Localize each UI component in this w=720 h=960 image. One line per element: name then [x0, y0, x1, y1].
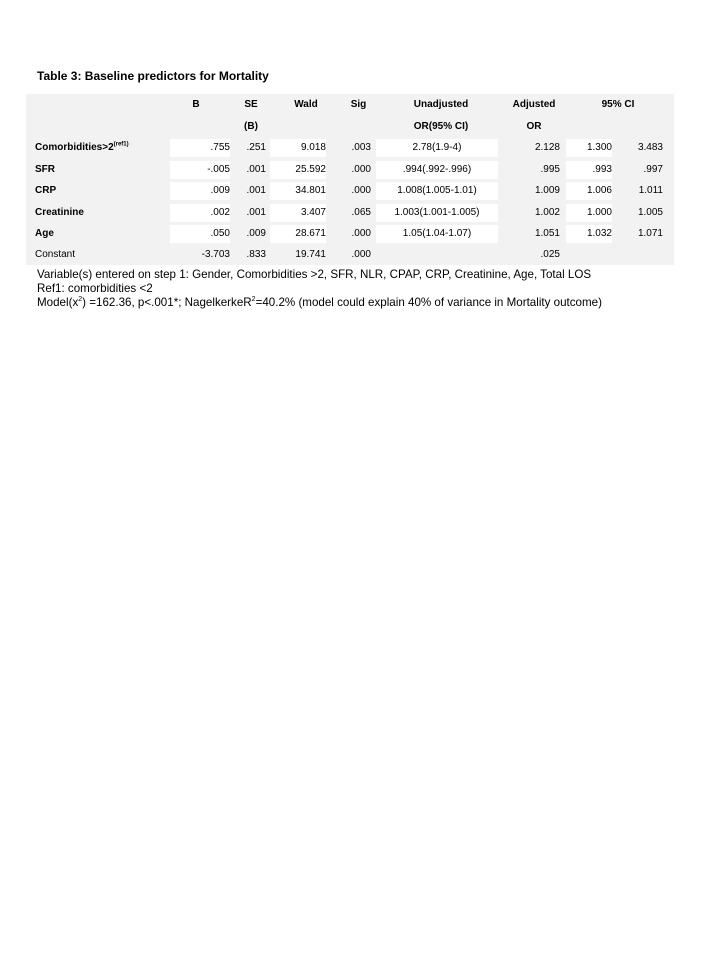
cell-ci-high	[616, 246, 663, 264]
row-label: SFR	[35, 164, 55, 175]
cell-ci-high: 1.005	[637, 207, 663, 218]
cell-unadjusted	[376, 246, 498, 264]
cell-ci-high: 1.011	[638, 185, 663, 196]
cell-ci-low: 1.006	[566, 182, 612, 200]
table-title: Table 3: Baseline predictors for Mortality	[37, 69, 269, 83]
cell-sig: .000	[351, 164, 371, 175]
cell-se: .001	[246, 164, 266, 175]
header-se: SE	[244, 99, 258, 110]
header-ci: 95% CI	[601, 99, 635, 110]
row-label: $Comorbidities>2^{(ref1)}$	[35, 141, 129, 153]
note-model: $Model(x^2) =162.36$, p<.001*; NagelkerkeR$^2$=40.2% (model could explain 40% of variance in Mortality outcome)	[37, 296, 602, 309]
cell-unadjusted: 1.05(1.04-1.07)	[376, 225, 498, 243]
cell-adjusted: 2.128	[534, 142, 560, 153]
cell-se: .009	[246, 228, 266, 239]
header-adjusted-sub: OR	[526, 121, 542, 132]
cell-wald: 3.407	[270, 204, 326, 222]
header-unadjusted-sub: OR(95% CI)	[413, 121, 469, 132]
cell-ci-low: .993	[566, 161, 612, 179]
cell-b: .755	[170, 139, 230, 157]
cell-unadjusted: 1.003(1.001-1.005)	[376, 204, 498, 222]
cell-ci-low: 1.032	[566, 225, 612, 243]
header-sig: Sig	[350, 99, 367, 110]
header-adjusted: Adjusted	[512, 99, 556, 110]
cell-b: -.005	[170, 161, 230, 179]
cell-se: .833	[246, 249, 266, 260]
header-unadjusted: Unadjusted	[413, 99, 469, 110]
cell-wald: 34.801	[270, 182, 326, 200]
row-label: Creatinine	[35, 207, 84, 218]
cell-adjusted: .025	[540, 249, 560, 260]
cell-se: .001	[246, 185, 266, 196]
cell-b: .050	[170, 225, 230, 243]
cell-ci-high: 1.071	[637, 228, 663, 239]
cell-b: -3.703	[201, 249, 230, 260]
cell-se: .251	[246, 142, 266, 153]
cell-ci-high: .997	[643, 164, 663, 175]
cell-ci-low	[566, 246, 612, 264]
cell-adjusted: 1.051	[534, 228, 560, 239]
header-wald: Wald	[294, 99, 318, 110]
cell-adjusted: 1.002	[534, 207, 560, 218]
cell-b: .009	[170, 182, 230, 200]
cell-ci-low: 1.300	[566, 139, 612, 157]
cell-sig: .000	[351, 249, 371, 260]
cell-unadjusted: 1.008(1.005-1.01)	[376, 182, 498, 200]
table-notes	[37, 268, 602, 310]
cell-ci-high: 3.483	[637, 142, 663, 153]
cell-wald: 19.741	[295, 249, 326, 260]
cell-ci-low: 1.000	[566, 204, 612, 222]
cell-se: .001	[246, 207, 266, 218]
note-reference: Ref1: comorbidities <2	[37, 282, 153, 295]
cell-sig: .065	[351, 207, 371, 218]
cell-sig: .000	[351, 185, 371, 196]
cell-sig: .000	[351, 228, 371, 239]
header-b: B	[192, 99, 200, 110]
cell-adjusted: .995	[540, 164, 560, 175]
cell-wald: 25.592	[270, 161, 326, 179]
row-label: Constant	[35, 249, 76, 260]
row-label: CRP	[35, 185, 57, 196]
cell-adjusted: 1.009	[534, 185, 560, 196]
ref-superscript: (ref1)	[113, 141, 129, 148]
cell-unadjusted: 2.78(1.9-4)	[376, 139, 498, 157]
cell-wald: 28.671	[270, 225, 326, 243]
results-table	[26, 94, 674, 265]
note-variables: Variable(s) entered on step 1: Gender, Comorbidities >2, SFR, NLR, CPAP, CRP, Creatinine, Age, Total LOS	[37, 268, 592, 281]
cell-sig: .003	[351, 142, 371, 153]
cell-unadjusted: .994(.992-.996)	[376, 161, 498, 179]
cell-wald: 9.018	[270, 139, 326, 157]
header-se-sub: (B)	[244, 121, 258, 132]
row-label: Age	[35, 228, 54, 239]
cell-b: .002	[170, 204, 230, 222]
